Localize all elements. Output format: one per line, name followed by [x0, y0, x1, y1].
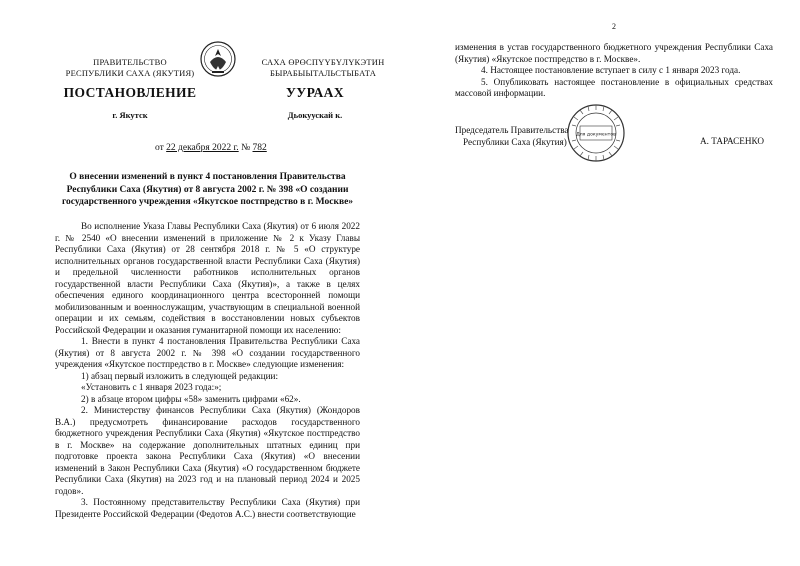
paragraph: 5. Опубликовать настоящее постановление в официальных средствах массовой информации. [455, 76, 773, 98]
city-sakha: Дьокуускай к. [287, 110, 343, 120]
doc-type-title-ru: ПОСТАНОВЛЕНИЕ [63, 85, 197, 100]
signature-role-line-2: Республики Саха (Якутия) [463, 136, 567, 147]
header-right-line-2: БЫРАБЫЫТАЛЬСТЫБАТА [269, 68, 377, 78]
paragraph: 2. Министерству финансов Республики Саха (Якутия) (Жондоров В.А.) предусмотреть финансирование расходов государственного бюджетного учреждения Республики Саха (Якутия) «Якутское постпредство в г. Москве» на содержание дополнительных штатных единиц при подготовке проекта закона Республики Саха (Якутия) «О внесении изменений в Закон Республики Саха (Якутия) «О государственном бюджете Республики Саха (Якутия) на 2023 год и на плановый период 2024 и 2025 годов». [55, 405, 360, 496]
header-right [248, 57, 398, 79]
date-line [155, 143, 267, 153]
document-page-2 [400, 0, 800, 566]
page-number: 2 [612, 22, 616, 31]
paragraph: 4. Настоящее постановление вступает в силу с 1 января 2023 года. [481, 65, 741, 75]
paragraph: 3. Постоянному представительству Республики Саха (Якутия) при Президенте Российской Федерации (Федотов А.С.) внести соответствующие [55, 497, 360, 519]
signature-role-line-1: Председатель Правительства [455, 125, 569, 135]
header-left-line-2: РЕСПУБЛИКИ САХА (ЯКУТИЯ) [65, 68, 195, 78]
document-number: 782 [252, 143, 267, 153]
signature-name: А. ТАРАСЕНКО [700, 136, 765, 146]
signature-role [455, 125, 569, 148]
city-ru: г. Якутск [112, 110, 148, 120]
coat-of-arms-icon [200, 40, 236, 78]
header-left [50, 57, 210, 79]
number-prefix: № [238, 143, 253, 153]
date-prefix: от [155, 143, 167, 153]
stamp-text: Для документов [576, 132, 616, 138]
paragraph: Во исполнение Указа Главы Республики Саха (Якутия) от 6 июля 2022 г. № 2540 «О внесении изменений в приложение № 2 к Указу Главы Республики Саха (Якутия) от 28 сентября 2018 г. № 5 «О структуре исполнительных органов государственной власти Республики Саха (Якутия) и предельной численности работников исполнительных органов государственной власти Республики Саха (Якутия)», а также в целях обеспечения единого координационного центра всесторонней помощи мобилизованным и военнослужащим, участвующим в специальной военной операции и их семьям, содействия в восстановлении новых субъектов Российской Федерации и оказания гуманитарной помощи их населению: [55, 221, 360, 335]
document-date: 22 декабря 2022 г. [166, 143, 239, 153]
paragraph: изменения в устав государственного бюджетного учреждения Республики Саха (Якутия) «Якутское постпредство в г. Москве». [455, 42, 773, 64]
official-seal-icon [566, 103, 626, 163]
document-body [55, 221, 360, 520]
paragraph: 2) в абзаце втором цифры «58» заменить цифрами «62». [81, 393, 301, 404]
doc-type-title-sakha: УУРААХ [286, 85, 344, 100]
header-left-line-1: ПРАВИТЕЛЬСТВО [93, 57, 167, 67]
document-title: О внесении изменений в пункт 4 постановления Правительства Республики Саха (Якутия) от 8 августа 2002 г. № 398 «О создании государственного учреждения «Якутское постпредство в г. Москве» [61, 172, 354, 207]
paragraph: «Установить с 1 января 2023 года:»; [81, 382, 222, 392]
paragraph: 1) абзац первый изложить в следующей редакции: [81, 370, 279, 381]
header-right-line-1: САХА ӨРӨСПҮҮБҮЛҮКЭТИН [261, 57, 385, 67]
paragraph: 1. Внести в пункт 4 постановления Правительства Республики Саха (Якутия) от 8 августа 2002 г. № 398 «О создании государственного учреждения «Якутское постпредство в г. Москве» следующие изменения: [55, 336, 360, 369]
document-body-continued [455, 42, 773, 100]
